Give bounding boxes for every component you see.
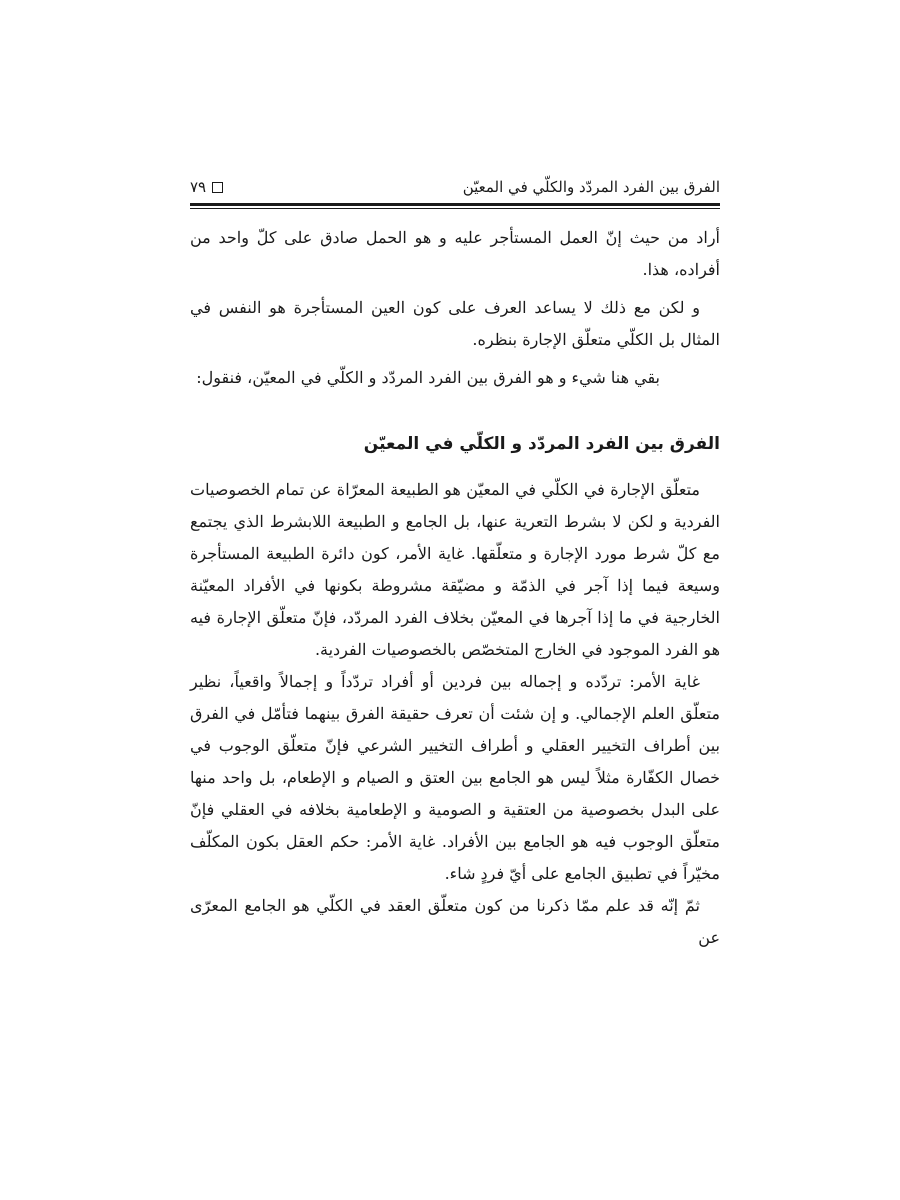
page-number: ٧٩ (190, 178, 207, 196)
intro-paragraph-3: بقي هنا شيء و هو الفرق بين الفرد المردّد و الكلّي في المعيّن، فنقول: (196, 368, 660, 387)
square-bullet-icon (212, 182, 223, 193)
header-rule-thick (190, 203, 720, 206)
section-paragraph-3: ثمّ إنّه قد علم ممّا ذكرنا من كون متعلّق العقد في الكلّي هو الجامع المعرّى عن (190, 896, 720, 947)
header-rule-thin (190, 208, 720, 209)
body-text (190, 222, 720, 954)
running-header (190, 176, 720, 200)
section-heading: الفرق بين الفرد المردّد و الكلّي في المعيّن (363, 434, 720, 454)
page-number-block (190, 176, 223, 198)
section-paragraph-1: متعلّق الإجارة في الكلّي في المعيّن هو الطبيعة المعرّاة عن تمام الخصوصيات الفردية و لكن لا بشرط التعرية عنها، بل الجامع و الطبيعة اللابشرط الذي يجتمع مع كلّ شرط مورد الإجارة و متعلّقها. غاية الأمر، كون دائرة الطبيعة المستأجرة وسيعة فيما إذا آجر في الذمّة و مضيّقة مشروطة بكونها في الأفراد المعيّنة الخارجية في ما إذا آجرها في المعيّن بخلاف الفرد المردّد، فإنّ متعلّق الإجارة فيه هو الفرد الموجود في الخارج المتخصّص بالخصوصيات الفردية. (190, 480, 720, 659)
running-title: الفرق بين الفرد المردّد والكلّي في المعيّن (462, 178, 720, 196)
intro-paragraph-1: أراد من حيث إنّ العمل المستأجر عليه و هو الحمل صادق على كلّ واحد من أفراده، هذا. (190, 228, 720, 279)
section-paragraph-2: غاية الأمر: تردّده و إجماله بين فردين أو أفراد تردّداً و إجمالاً واقعياً، نظير متعلّق العلم الإجمالي. و إن شئت أن تعرف حقيقة الفرق بينهما فتأمّل في الفرق بين أطراف التخيير العقلي و أطراف التخيير الشرعي فإنّ متعلّق الوجوب في خصال الكفّارة مثلاً ليس هو الجامع بين العتق و الصيام و الإطعام، بل واحد منها على البدل بخصوصية من العتقية و الصومية و الإطعامية بخلافه في العقلي فإنّ متعلّق الوجوب فيه هو الجامع بين الأفراد. غاية الأمر: حكم العقل بكون المكلّف مخيّراً في تطبيق الجامع على أيّ فردٍ شاء. (190, 672, 720, 883)
intro-paragraph-2: و لكن مع ذلك لا يساعد العرف على كون العين المستأجرة هو النفس في المثال بل الكلّي متعلّق الإجارة بنظره. (190, 298, 720, 349)
